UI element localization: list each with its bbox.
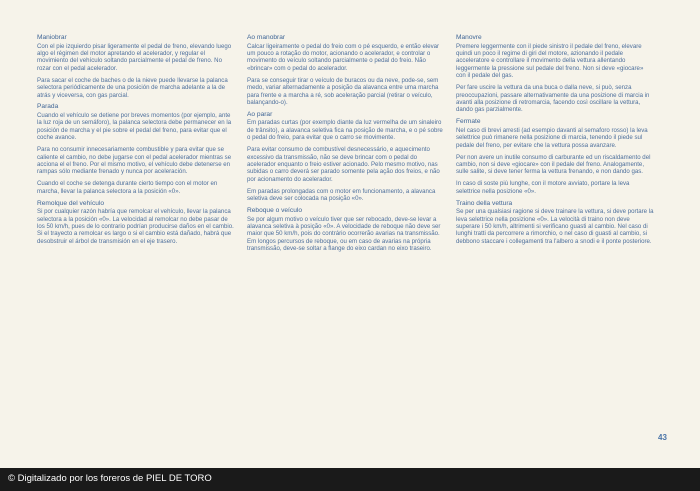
section-heading: Parada: [37, 103, 59, 111]
paragraph: In caso di soste più lunghe, con il motore avviato, portare la leva selettrice nella posizione «0».: [456, 180, 630, 195]
paragraph: Em paradas curtas (por exemplo diante da luz vermelha de um sinaleiro de trânsito), a alavanca seletiva fica na posição de marcha, e o pé sobre o pedal do freio, para evitar que o carro se movimente.: [247, 119, 443, 142]
section-heading: Remolque del vehículo: [37, 199, 105, 207]
section-heading: Manovre: [456, 34, 482, 41]
paragraph: Para evitar consumo de combustível desnecessário, e aquecimento excessivo da transmissão, não se deve brincar com o pedal do acelerador enquanto o freio estiver acionado. Pelo mesmo motivo, nas subidas o carro deverá ser parado somente pela ação dos freios, e não por acionamento do acelerador.: [247, 146, 440, 183]
paragraph: Se por algum motivo o veículo tiver que ser rebocado, deve-se levar a alavanca seletiva à posição «0». A velocidade de reboque não deve ser maior que 50 km/h, pois do contrário ocorrerão avarias na transmissão. Em longos percursos de reboque, ou em caso de avarias na própria transmissão, deve-se soltar a flange do eixo cardan no eixo traseiro.: [247, 215, 441, 253]
column-portuguese: [247, 34, 445, 257]
section-heading: Fermate: [456, 118, 481, 126]
paragraph: Calcar ligeiramente o pedal do freio com o pé esquerdo, e então elevar um pouco a rotação do motor, acionando o acelerador, e controlar o movimento do veículo soltando parcialmente o pedal do freio. Não «brincar» com o pedal do acelerador.: [247, 42, 440, 72]
column-italian: [456, 34, 654, 250]
paragraph: Per non avere un inutile consumo di carburante ed un riscaldamento del cambio, non si deve «giocare» con il pedale del freno. Analogamente, sulle salite, si deve tener ferma la vettura frenando, e non dando gas.: [456, 153, 651, 176]
paragraph: Nel caso di brevi arresti (ad esempio davanti al semaforo rosso) la leva selettrice può rimanere nella posizione di marcia, tenendo il piede sul pedale del freno, per evitare che la vettura possa avanzare.: [456, 126, 648, 149]
paragraph: Em paradas prolongadas com o motor em funcionamento, a alavanca seletiva deve ser colocada na posição «0».: [247, 187, 436, 203]
section-heading: Ao manobrar: [247, 34, 286, 41]
scan-credit: © Digitalizado por los foreros de PIEL DE TORO: [8, 473, 212, 484]
page-number: 43: [658, 433, 667, 442]
section-heading: Ao parar: [247, 110, 273, 118]
paragraph: Se per una qualsiasi ragione si deve trainare la vettura, si deve portare la leva selettrice nella posizione «0». La velocità di traino non deve superare i 50 km/h, altrimenti si verificano guasti al cambio. Nel caso di lunghi tratti da percorrere a rimorchio, o nel caso di guasti al cambio, si debbono staccare i collegamenti tra l'albero a snodi e il ponte posteriore.: [456, 208, 654, 245]
column-spanish: [37, 34, 235, 250]
paragraph: Para no consumir innecesariamente combustible y para evitar que se caliente el cambio, no debe jugarse con el pedal acelerador mientras se acciona el el freno. Por el mismo motivo, el vehículo debe detenerse en rampas sólo mediante frenado y nunca por aceleración.: [37, 146, 232, 176]
paragraph: Cuando el vehículo se detiene por breves momentos (por ejemplo, ante la luz roja de un semáforo), la palanca selectora debe permanecer en la posición de marcha y el pie sobre el pedal del freno, para evitar que el coche avance.: [37, 112, 232, 142]
section-heading: Reboque o veículo: [247, 207, 302, 214]
paragraph: Si por cualquier razón habría que remolcar el vehículo, llevar la palanca selectora a la posición «0». La velocidad al remolcar no debe pasar de los 50 km/h, pues de lo contrario podrían producirse daños en el cambio. Si el trayecto a remolcar es largo o si el cambio está dañado, habrá que desobstruir el árbol de transmisión en el eje trasero.: [37, 208, 234, 245]
paragraph: Con el pie izquierdo pisar ligeramente el pedal de freno, elevando luego algo el régimen del motor apretando el acelerador, y regular el movimiento del vehículo soltando parcialmente el pedal de freno. No rozar con el pedal acelerador.: [37, 42, 232, 72]
paragraph: Cuando el coche se detenga durante cierto tiempo con el motor en marcha, llevar la palanca selectora a la posición «0».: [37, 180, 218, 195]
paragraph: Para se conseguir tirar o veículo de buracos ou da neve, pode-se, sem medo, variar alternadamente a posição da alavanca entre uma marcha para frente e a marcha a ré, sob aceleração parcial (retirar o veículo, balançando-o).: [247, 76, 439, 106]
paragraph: Premere leggermente con il piede sinistro il pedale del freno, elevare quindi un poco il regime di giri del motore, azionando il pedale acceleratore e controllare il movimento della vettura allentando leggermente la pressione sul pedale del freno. Non si deve «giocare» con il pedale del gas.: [456, 42, 644, 80]
paragraph: Para sacar el coche de baches o de la nieve puede llevarse la palanca selectora periódicamente de una posición de marcha adelante a la de atrás y viceversa, con gas parcial.: [37, 76, 228, 99]
section-heading: Maniobrar: [37, 34, 67, 41]
section-heading: Traino della vettura: [456, 199, 513, 207]
paragraph: Per fare uscire la vettura da una buca o dalla neve, si può, senza preoccupazioni, passare alternativamente da una posizione di marcia in avanti alla posizione di retromarcia, facendo così oscillare la vettura, dando gas parzialmente.: [456, 84, 650, 114]
